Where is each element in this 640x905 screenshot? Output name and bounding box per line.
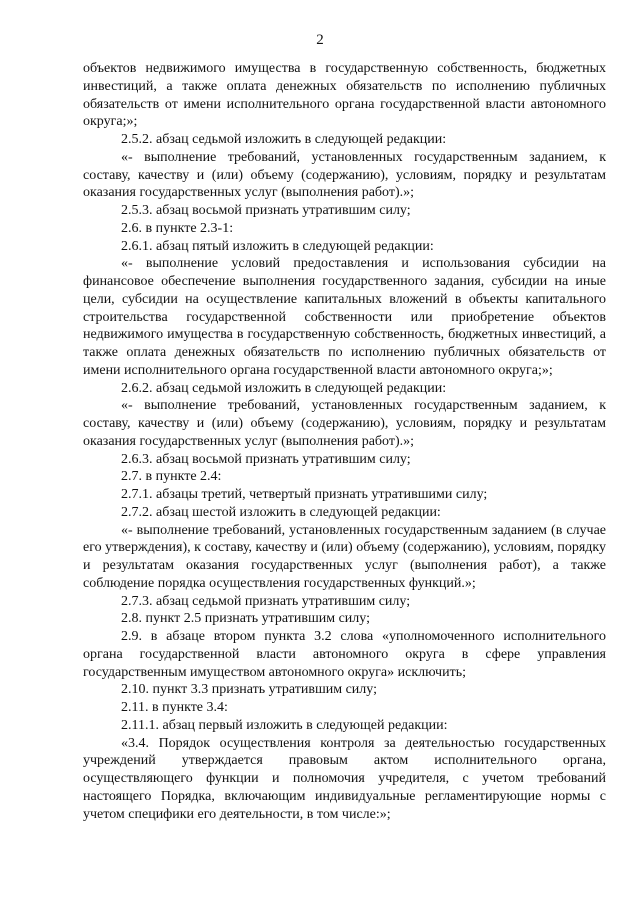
- paragraph: «- выполнение требований, установленных государственным заданием, к составу, качеству и (или) объему (содержанию), условиям, порядку и результатам оказания государственных услуг (выполнения работ).»;: [83, 398, 606, 449]
- paragraph: 2.8. пункт 2.5 признать утратившим силу;: [121, 611, 370, 627]
- paragraph: 2.11.1. абзац первый изложить в следующей редакции:: [121, 717, 448, 733]
- paragraph: 2.9. в абзаце втором пункта 3.2 слова «уполномоченного исполнительного органа государственной власти автономного округа в сфере управления государственным имуществом автономного округа» исключить;: [83, 629, 606, 680]
- paragraph: 2.6.3. абзац восьмой признать утратившим силу;: [121, 451, 411, 467]
- paragraph: 2.11. в пункте 3.4:: [121, 700, 228, 715]
- paragraph: «- выполнение условий предоставления и использования субсидии на финансовое обеспечение выполнения государственного задания, субсидии на иные цели, субсидии на осуществление капитальных вложений в объекты капитального строительства государственной собственности или приобретение объектов недвижимого имущества в государственную собственность, бюджетных инвестиций, а также оплата денежных обязательств по исполнению публичных обязательств от имени исполнительного органа государственной власти автономного округа;»;: [83, 256, 606, 378]
- paragraph: «3.4. Порядок осуществления контроля за деятельностью государственных учреждений утверждается правовым актом исполнительного органа, осуществляющего функции и полномочия учредителя, с учетом требований настоящего Порядка, включающим индивидуальные регламентирующие нормы с учетом специфики его деятельности, в том числе:»;: [83, 735, 606, 822]
- document-body: [83, 60, 606, 823]
- paragraph: 2.6.2. абзац седьмой изложить в следующей редакции:: [121, 380, 447, 396]
- paragraph: 2.7.3. абзац седьмой признать утратившим силу;: [121, 593, 411, 609]
- paragraph: 2.6. в пункте 2.3-1:: [121, 220, 234, 236]
- paragraph: «- выполнение требований, установленных государственным заданием, к составу, качеству и (или) объему (содержанию), условиям, порядку и результатам оказания государственных услуг (выполнения работ).»;: [83, 149, 606, 201]
- page-number: 2: [316, 32, 324, 48]
- paragraph: 2.5.2. абзац седьмой изложить в следующей редакции:: [121, 132, 447, 147]
- paragraph: 2.6.1. абзац пятый изложить в следующей редакции:: [121, 238, 434, 254]
- paragraph: «- выполнение требований, установленных государственным заданием (в случае его утверждения), к составу, качеству и (или) объему (содержанию), условиям, порядку и результатам оказания государственных услуг (выполнения работ), а также соблюдение порядка осуществления государственных функций.»;: [83, 522, 606, 591]
- paragraph: объектов недвижимого имущества в государственную собственность, бюджетных инвестиций, а также оплата денежных обязательств по исполнению публичных обязательств от имени исполнительного органа государственной власти автономного округа;»;: [83, 61, 606, 130]
- paragraph: 2.7.2. абзац шестой изложить в следующей редакции:: [121, 504, 441, 520]
- paragraph: 2.7.1. абзацы третий, четвертый признать утратившими силу;: [121, 487, 488, 502]
- paragraph: 2.10. пункт 3.3 признать утратившим силу;: [121, 682, 377, 698]
- paragraph: 2.5.3. абзац восьмой признать утратившим силу;: [121, 203, 411, 218]
- paragraph: 2.7. в пункте 2.4:: [121, 469, 222, 485]
